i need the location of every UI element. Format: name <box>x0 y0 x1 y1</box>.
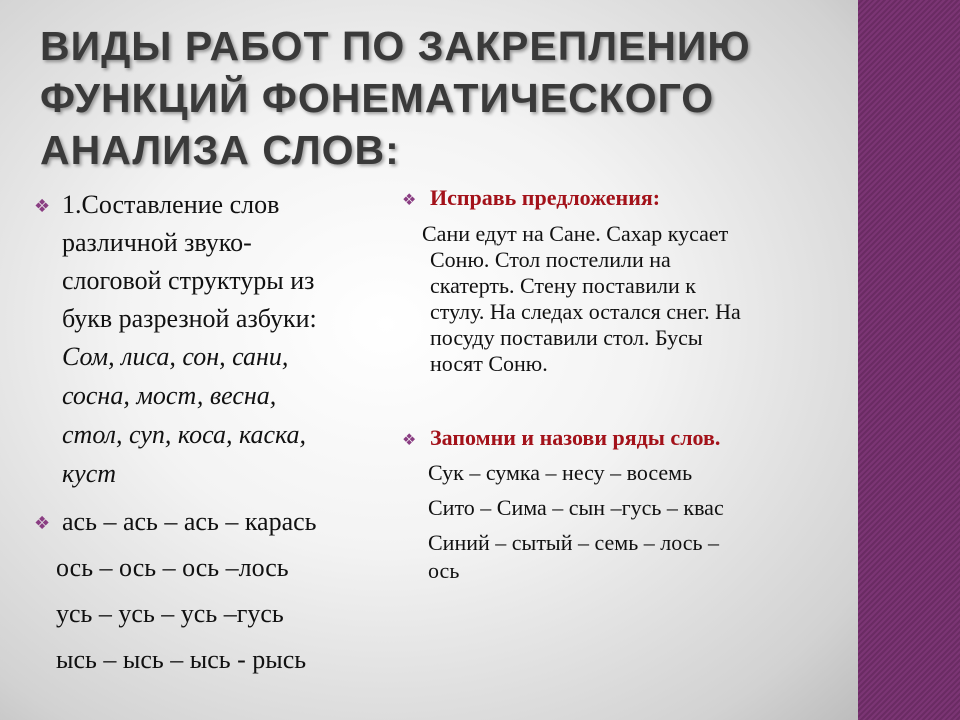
left-item2-line-3: усь – усь – усь –гусь <box>56 599 284 628</box>
left-item1-line-2: различной звуко- <box>62 228 252 257</box>
right-item1-line-4: стулу. На следах остался снег. На <box>430 299 741 324</box>
slide-title <box>40 20 840 176</box>
right-item2-line-3: Синий – сытый – семь – лось – <box>428 530 720 555</box>
left-item2-line-1: ась – ась – ась – карась <box>62 507 317 536</box>
diamond-bullet-icon: ❖ <box>34 196 51 217</box>
left-item1-line-3: слоговой структуры из <box>62 266 315 295</box>
left-example-line-4: куст <box>62 459 117 488</box>
left-item1-line-4: букв разрезной азбуки: <box>62 304 317 333</box>
left-item1-line-1: 1.Составление слов <box>62 190 280 219</box>
right-item1-line-5: посуду поставили стол. Бусы <box>430 325 703 350</box>
right-item1-heading: Исправь предложения: <box>430 185 661 210</box>
right-item1-line-3: скатерть. Стену поставили к <box>430 273 696 298</box>
right-item1-line-6: носят Соню. <box>430 351 548 376</box>
left-item2-line-4: ысь – ысь – ысь - рысь <box>56 645 307 674</box>
diamond-bullet-icon: ❖ <box>34 513 51 534</box>
left-example-line-1: Сом, лиса, сон, сани, <box>62 342 289 371</box>
diamond-bullet-icon: ❖ <box>402 430 417 449</box>
right-item2-line-1: Сук – сумка – несу – восемь <box>428 460 693 485</box>
right-item1-line-1: Сани едут на Сане. Сахар кусает <box>422 221 729 246</box>
diamond-bullet-icon: ❖ <box>402 190 417 209</box>
right-item1-line-2: Соню. Стол постелили на <box>430 247 671 272</box>
title-line-2: ФУНКЦИЙ ФОНЕМАТИЧЕСКОГО <box>40 75 715 121</box>
title-line-3: АНАЛИЗА СЛОВ: <box>40 127 400 173</box>
left-example-line-3: стол, суп, коса, каска, <box>62 420 307 449</box>
left-example-line-2: сосна, мост, весна, <box>62 381 277 410</box>
side-decoration <box>858 0 960 720</box>
right-item2-line-4: ось <box>428 558 460 583</box>
left-item2-line-2: ось – ось – ось –лось <box>56 553 289 582</box>
right-item2-line-2: Сито – Сима – сын –гусь – квас <box>428 495 724 520</box>
right-item2-heading: Запомни и назови ряды слов. <box>430 425 721 450</box>
title-line-1: ВИДЫ РАБОТ ПО ЗАКРЕПЛЕНИЮ <box>40 23 751 69</box>
